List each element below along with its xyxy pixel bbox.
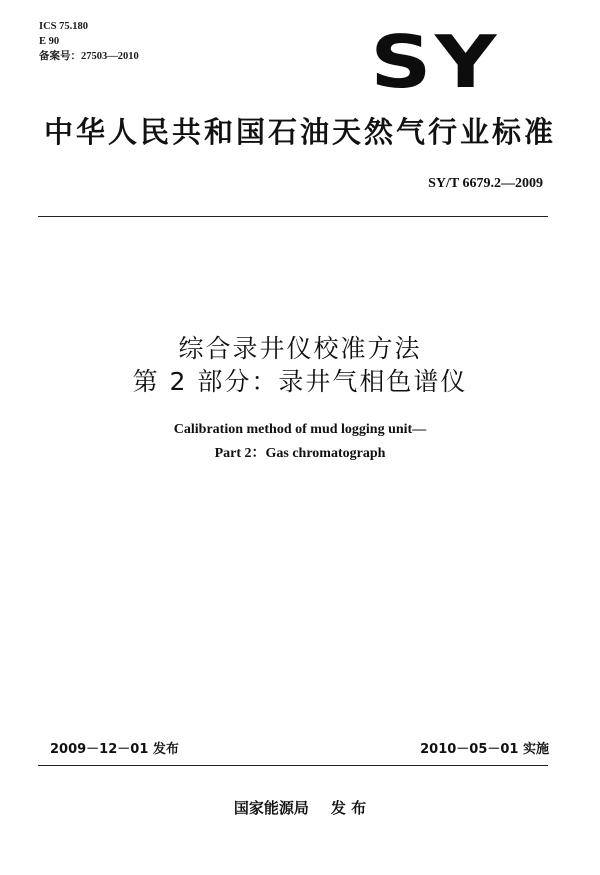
publisher-line: [0, 797, 600, 818]
title-en-line1: Calibration method of mud logging unit—: [173, 422, 427, 437]
bottom-divider: [38, 765, 548, 766]
standard-code: SY/T 6679.2—2009: [428, 176, 543, 191]
issue-date: 2009－12－01 发布: [50, 742, 179, 757]
publisher-name: 国家能源局: [233, 799, 309, 817]
title-en-line2: Part 2：Gas chromatograph: [214, 446, 386, 461]
record-number: 备案号：27503—2010: [39, 51, 139, 62]
ics-code: ICS 75.180: [39, 21, 89, 32]
classification-block: [39, 19, 139, 64]
standard-name: 中华人民共和国石油天然气行业标准: [43, 115, 556, 149]
title-cn-line1: 综合录井仪校准方法: [178, 334, 422, 363]
title-cn-line2: 第 2 部分：录井气相色谱仪: [132, 367, 468, 396]
category-code: E 90: [39, 36, 60, 47]
implementation-date: 2010－05－01 实施: [420, 742, 549, 757]
top-divider: [38, 216, 548, 217]
sy-logo: SY: [370, 20, 500, 104]
publish-action: 发 布: [330, 799, 367, 817]
